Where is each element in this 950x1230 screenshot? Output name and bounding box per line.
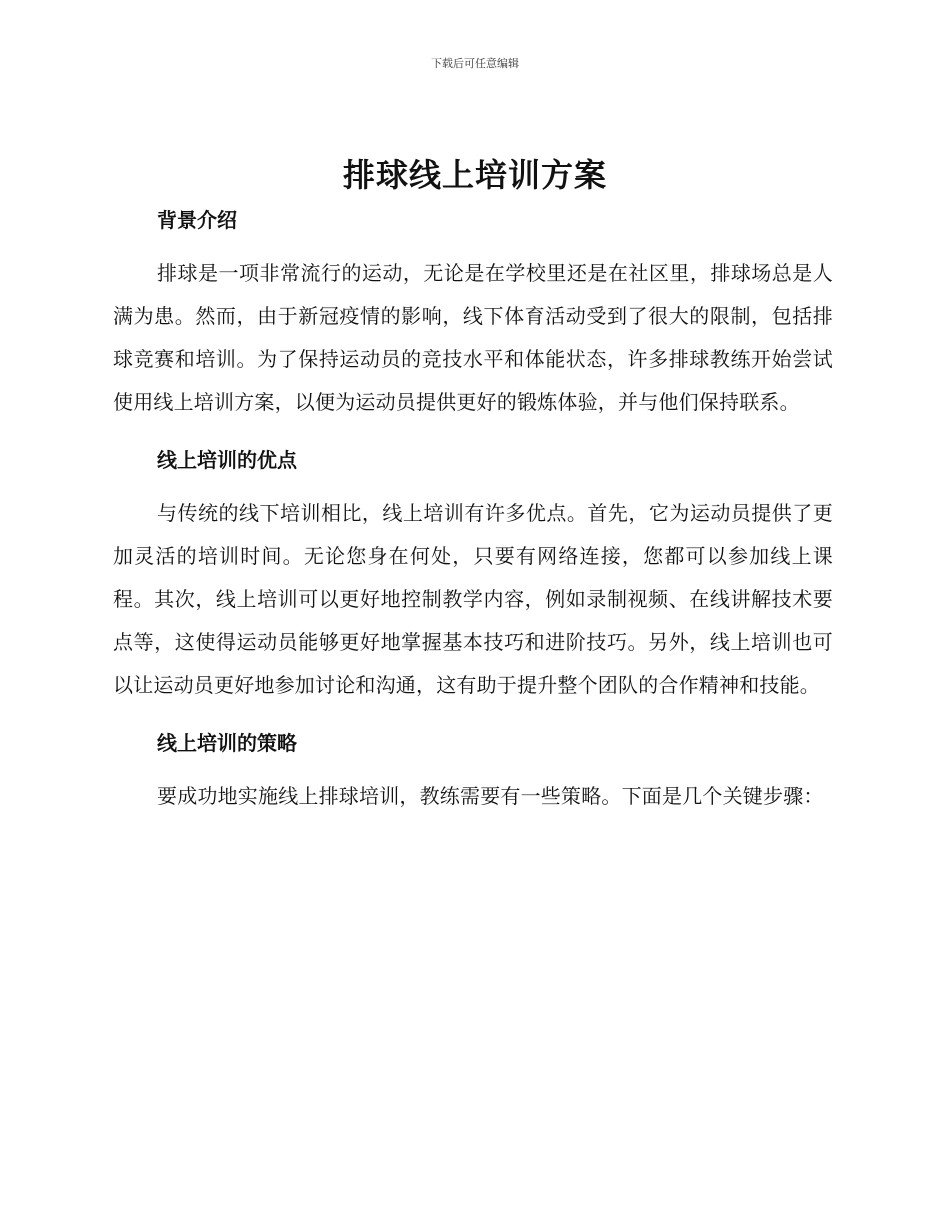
section-paragraph-strategy: 要成功地实施线上排球培训，教练需要有一些策略。下面是几个关键步骤： <box>157 784 824 808</box>
header-note: 下载后可任意编辑 <box>431 57 519 70</box>
section-heading-background: 背景介绍 <box>157 208 237 232</box>
section-heading-strategy: 线上培训的策略 <box>157 731 297 755</box>
section-paragraph-advantages: 与传统的线下培训相比，线上培训有许多优点。首先，它为运动员提供了更加灵活的培训时间。无论您身在何处，只要有网络连接，您都可以参加线上课程。其次，线上培训可以更好地控制教学内容，例如录制视频、在线讲解技术要点等，这使得运动员能够更好地掌握基本技巧和进阶技巧。另外，线上培训也可以让运动员更好地参加讨论和沟通，这有助于提升整个团队的合作精神和技能。 <box>113 501 833 697</box>
section-heading-advantages: 线上培训的优点 <box>157 448 297 472</box>
document-title: 排球线上培训方案 <box>342 156 607 194</box>
document-body <box>113 200 833 834</box>
section-paragraph-background: 排球是一项非常流行的运动，无论是在学校里还是在社区里，排球场总是人满为患。然而，由于新冠疫情的影响，线下体育活动受到了很大的限制，包括排球竞赛和培训。为了保持运动员的竞技水平和体能状态，许多排球教练开始尝试使用线上培训方案，以便为运动员提供更好的锻炼体验，并与他们保持联系。 <box>113 261 833 414</box>
